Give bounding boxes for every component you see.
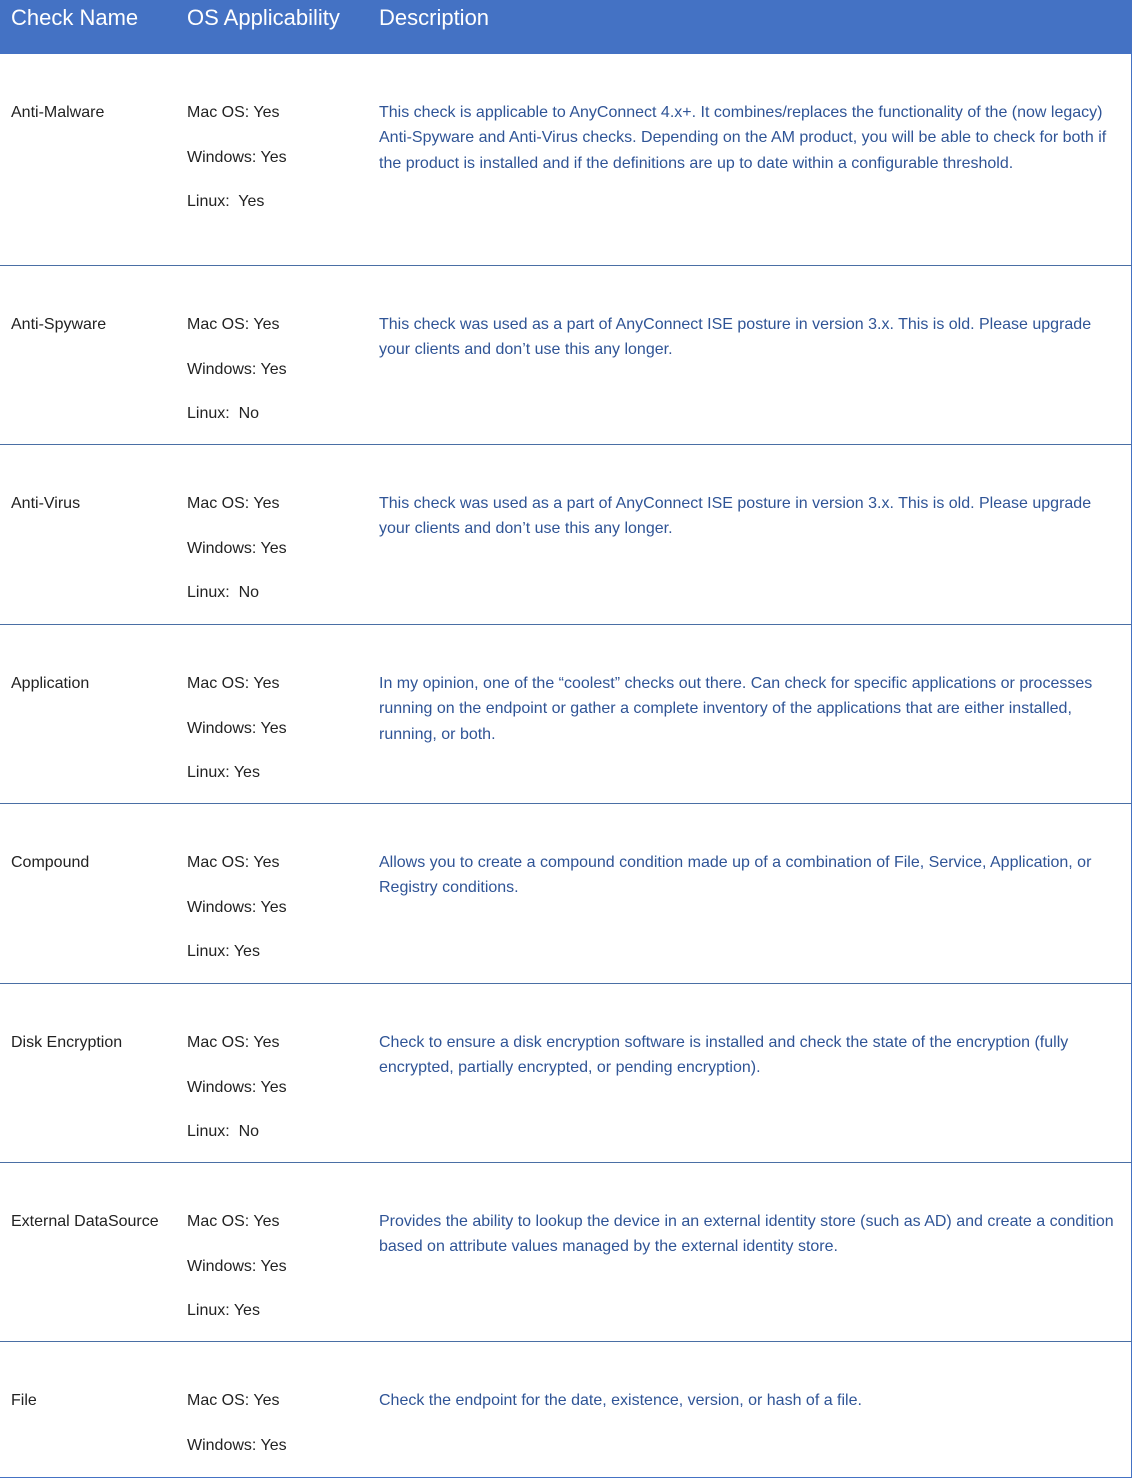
os-applicability <box>187 312 367 446</box>
table-row <box>0 1163 1132 1342</box>
os-applicability <box>187 1209 367 1343</box>
os-applicability <box>187 1388 367 1477</box>
linux-value: Linux: No <box>187 405 260 422</box>
check-name: Compound <box>11 854 90 871</box>
check-description: Check the endpoint for the date, existence, version, or hash of a file. <box>379 1392 862 1409</box>
mac-os-value: Mac OS: Yes <box>187 104 280 121</box>
linux-value: Linux: Yes <box>187 943 260 960</box>
linux-value: Linux: Yes <box>187 1302 260 1319</box>
table-row <box>0 54 1132 266</box>
linux-value: Linux: No <box>187 584 260 601</box>
windows-value: Windows: Yes <box>187 1257 287 1275</box>
os-applicability <box>187 491 367 625</box>
mac-os-value: Mac OS: Yes <box>187 675 280 692</box>
mac-os-value: Mac OS: Yes <box>187 1034 280 1051</box>
windows-value: Windows: Yes <box>187 148 287 166</box>
check-description: Provides the ability to lookup the device in an external identity store (such as AD) and create a condition based on attribute values managed by the external identity store. <box>379 1213 1114 1256</box>
check-description: Check to ensure a disk encryption software is installed and check the state of the encryption (fully encrypted, partially encrypted, or pending encryption). <box>379 1034 1069 1077</box>
mac-os-value: Mac OS: Yes <box>187 1213 280 1230</box>
check-name: Disk Encryption <box>11 1034 123 1051</box>
table-header <box>0 0 1132 54</box>
header-description: Description <box>379 5 490 30</box>
check-name: Anti-Virus <box>11 495 81 512</box>
mac-os-value: Mac OS: Yes <box>187 1392 280 1409</box>
check-description: This check was used as a part of AnyConnect ISE posture in version 3.x. This is old. Please upgrade your clients and don’t use this any longer. <box>379 495 1092 538</box>
check-name: External DataSource <box>11 1213 159 1230</box>
table-row <box>0 804 1132 984</box>
check-name: Anti-Malware <box>11 104 105 121</box>
check-description: In my opinion, one of the “coolest” checks out there. Can check for specific applications or processes running on the endpoint or gather a complete inventory of the applications that are either installed, running, or both. <box>379 675 1093 743</box>
os-applicability <box>187 671 367 805</box>
windows-value: Windows: Yes <box>187 1078 287 1096</box>
table-row <box>0 266 1132 445</box>
linux-value: Linux: Yes <box>187 193 265 210</box>
check-name: Anti-Spyware <box>11 316 107 333</box>
mac-os-value: Mac OS: Yes <box>187 495 280 512</box>
check-name: File <box>11 1392 37 1409</box>
os-applicability <box>187 850 367 984</box>
windows-value: Windows: Yes <box>187 719 287 737</box>
header-check-name: Check Name <box>11 5 139 30</box>
table-row <box>0 625 1132 804</box>
check-name: Application <box>11 675 90 692</box>
windows-value: Windows: Yes <box>187 539 287 557</box>
check-description: This check was used as a part of AnyConnect ISE posture in version 3.x. This is old. Please upgrade your clients and don’t use this any longer. <box>379 316 1092 359</box>
table-row <box>0 445 1132 625</box>
linux-value: Linux: Yes <box>187 764 260 781</box>
mac-os-value: Mac OS: Yes <box>187 316 280 333</box>
windows-value: Windows: Yes <box>187 1436 287 1454</box>
windows-value: Windows: Yes <box>187 360 287 378</box>
header-os-applicability: OS Applicability <box>187 5 340 30</box>
table-row <box>0 1342 1132 1478</box>
linux-value: Linux: No <box>187 1123 260 1140</box>
check-description: This check is applicable to AnyConnect 4.x+. It combines/replaces the functionality of the (now legacy) Anti-Spyware and Anti-Virus checks. Depending on the AM product, you will be able to check for both if the product is installed and if the definitions are up to date within a configurable threshold. <box>379 104 1107 172</box>
os-applicability <box>187 100 367 234</box>
mac-os-value: Mac OS: Yes <box>187 854 280 871</box>
os-applicability <box>187 1030 367 1164</box>
check-description: Allows you to create a compound condition made up of a combination of File, Service, Application, or Registry conditions. <box>379 854 1092 897</box>
windows-value: Windows: Yes <box>187 898 287 916</box>
table-row <box>0 984 1132 1163</box>
